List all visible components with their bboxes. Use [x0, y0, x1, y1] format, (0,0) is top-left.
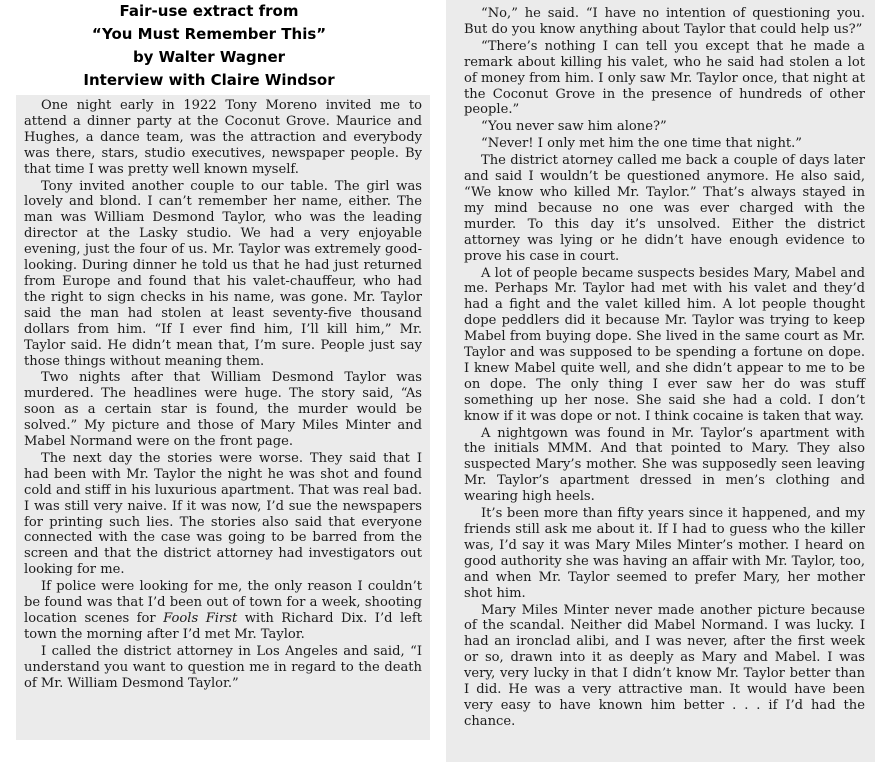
paragraph: “There’s nothing I can tell you except that he made a remark about killing his valet, who he said had stolen a lot of money from him. I only saw Mr. Taylor once, that night at the Coconut Grove in the presence of hundreds of other people.”	[464, 38, 865, 118]
right-text-column	[446, 0, 875, 762]
paragraph-text: If police were looking for me, the only reason I couldn’t be found was that I’d been out of town for a week, shooting location scenes for	[24, 579, 422, 626]
paragraph: A lot of people became suspects besides Mary, Mabel and me. Perhaps Mr. Taylor had met with his valet and they’d had a fight and the valet killed him. A lot people thought dope peddlers did it because Mr. Taylor was trying to keep Mabel from buying dope. She lived in the same court as Mr. Taylor and was supposed to be spending a fortune on dope. I knew Mabel quite well, and she didn’t appear to me to be on dope. The only thing I ever saw her do was stuff something up her nose. She said she had a cold. I don’t know if it was dope or not. I think cocaine is taken that way.	[464, 265, 865, 424]
paragraph: One night early in 1922 Tony Moreno invited me to attend a dinner party at the Coconut Grove. Maurice and Hughes, a dance team, was the attraction and everybody was there, stars, studio executives, newspaper people. By that time I was pretty well known myself.	[24, 98, 422, 177]
paragraph: It’s been more than fifty years since it happened, and my friends still ask me about it. If I had to guess who the killer was, I’d say it was Mary Miles Minter’s mother. I heard on good authority she was having an affair with Mr. Taylor, too, and when Mr. Taylor seemed to prefer Mary, her mother shot him.	[464, 506, 865, 601]
paragraph: Mary Miles Minter never made another picture because of the scandal. Neither did Mabel Normand. I was lucky. I had an ironclad alibi, and I was never, after the first week or so, drawn into it as deeply as Mary and Mabel. I was very, very lucky in that I didn’t know Mr. Taylor better than I did. He was a very attractive man. It would have been very easy to have known him better . . . if I’d had the chance.	[464, 602, 865, 729]
header-line-4: Interview with Claire Windsor	[83, 71, 335, 89]
extract-header	[0, 0, 418, 92]
header-line-3: by Walter Wagner	[132, 48, 286, 66]
paragraph	[24, 579, 422, 643]
paragraph-text: with Richard Dix. I’d left town the morning after I’d met Mr. Taylor.	[24, 611, 423, 642]
paragraph: Tony invited another couple to our table. The girl was lovely and blond. I can’t remember her name, either. The man was William Desmond Taylor, who was the leading director at the Lasky studio. We had a very enjoyable evening, just the four of us. Mr. Taylor was extremely good-looking. During dinner he told us that he had just returned from Europe and found that his valet-chauffeur, who had the right to sign checks in his name, was gone. Mr. Taylor said the man had stolen at least seventy-five thousand dollars from him. “If I ever find him, I’ll kill him,” Mr. Taylor said. He didn’t mean that, I’m sure. People just say those things without meaning them.	[24, 178, 422, 369]
scan-edge	[16, 724, 430, 740]
paragraph: Two nights after that William Desmond Taylor was murdered. The headlines were huge. The story said, “As soon as a certain star is found, the murder would be solved.” My picture and those of Mary Miles Minter and Mabel Normand were on the front page.	[24, 370, 422, 450]
left-text-column	[16, 95, 430, 740]
paragraph: The district atorney called me back a couple of days later and said I wouldn’t be questioned anymore. He also said, “We know who killed Mr. Taylor.” That’s always stayed in my mind because no one was ever charged with the murder. To this day it’s unsolved. Either the district attorney was lying or he didn’t have enough evidence to prove his case in court.	[464, 153, 865, 264]
header-line-2: “You Must Remember This”	[91, 25, 327, 43]
paragraph: “Never! I only met him the one time that night.”	[481, 136, 803, 152]
film-title: Fools First	[163, 611, 238, 626]
paragraph: “You never saw him alone?”	[481, 119, 667, 135]
paragraph: A nightgown was found in Mr. Taylor’s apartment with the initials MMM. And that pointed to Mary. They also suspected Mary’s mother. She was supposedly seen leaving Mr. Taylor’s apartment dressed in men’s clothing and wearing high heels.	[464, 425, 865, 505]
header-line-1: Fair-use extract from	[119, 2, 299, 20]
paragraph: The next day the stories were worse. They said that I had been with Mr. Taylor the night he was shot and found cold and stiff in his luxurious apartment. That was real bad. I was still very naive. If it was now, I’d sue the newspapers for printing such lies. The stories also said that everyone connected with the case was going to be barred from the screen and that the district attorney had investigators out looking for me.	[24, 450, 422, 578]
paragraph: “No,” he said. “I have no intention of questioning you. But do you know anything about Taylor that could help us?”	[464, 6, 865, 37]
paragraph: I called the district attorney in Los Angeles and said, “I understand you want to question me in regard to the death of Mr. William Desmond Taylor.”	[24, 643, 422, 691]
